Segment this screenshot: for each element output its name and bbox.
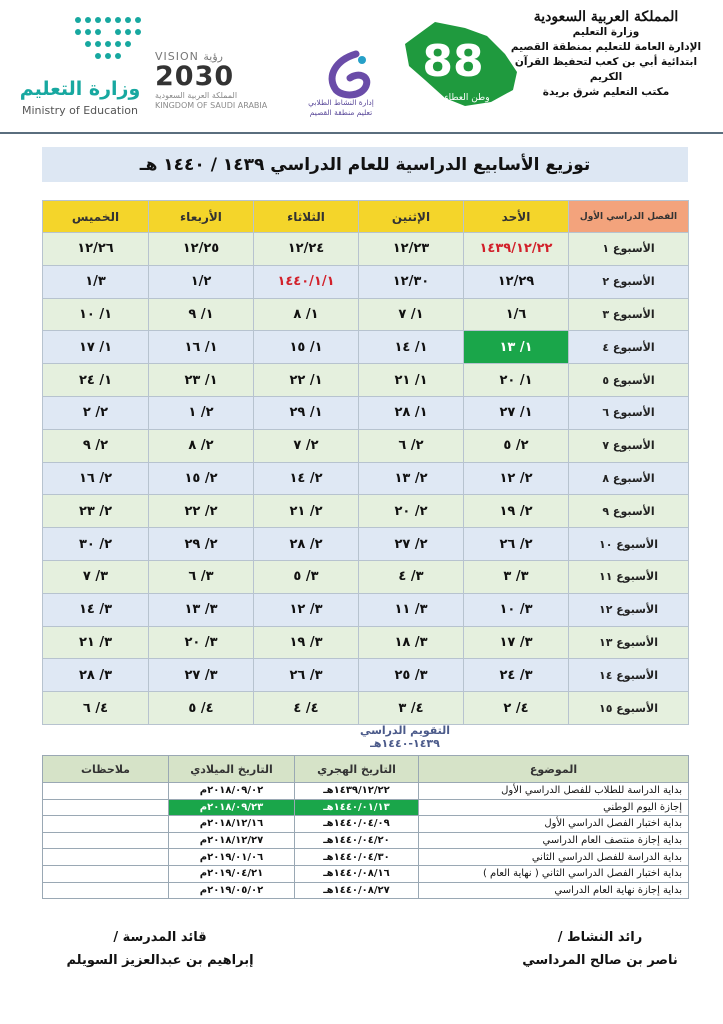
kingdom-name: المملكة العربية السعودية: [533, 9, 679, 25]
week-label: الأسبوع ٩: [569, 495, 689, 528]
activity-leader-signature: [500, 930, 700, 968]
day-header-sunday: الأحد: [464, 201, 569, 233]
events-table: [42, 755, 689, 899]
week-label: الأسبوع ١٤: [569, 659, 689, 692]
event-row: [43, 865, 689, 882]
date-cell: ٢/ ٢٨: [254, 528, 359, 561]
date-cell: ٢/ ٣٠: [43, 528, 149, 561]
event-hijri-date: ١٤٤٠/٠٨/٢٧هـ: [295, 882, 419, 899]
event-notes: [43, 816, 169, 833]
event-row: [43, 816, 689, 833]
event-gregorian-date: ٢٠١٩/٠١/٠٦م: [169, 849, 295, 866]
event-topic: بداية اختبار الفصل الدراسي الأول: [419, 816, 689, 833]
moe-english-name: Ministry of Education: [21, 104, 138, 117]
week-label: الأسبوع ١٠: [569, 528, 689, 561]
event-gregorian-date: ٢٠١٩/٠٤/٢١م: [169, 865, 295, 882]
event-notes: [43, 849, 169, 866]
day-header-monday: الإثنين: [359, 201, 464, 233]
day-header-wednesday: الأربعاء: [149, 201, 254, 233]
week-row: [43, 331, 689, 364]
date-cell: ٣/ ١٢: [254, 593, 359, 626]
event-hijri-date: ١٤٤٠/٠٨/١٦هـ: [295, 865, 419, 882]
event-topic: إجازة اليوم الوطني: [419, 799, 689, 816]
date-cell: ٣/ ٦: [149, 560, 254, 593]
date-cell: ٢/ ٢٣: [43, 495, 149, 528]
event-notes: [43, 783, 169, 800]
week-row: [43, 626, 689, 659]
events-header-hijri: التاريخ الهجري: [295, 756, 419, 783]
day-header-tuesday: الثلاثاء: [254, 201, 359, 233]
date-cell: ١/ ٢٤: [43, 364, 149, 397]
date-cell: ٣/ ٢٤: [464, 659, 569, 692]
week-row: [43, 593, 689, 626]
date-cell: ٣/ ٧: [43, 560, 149, 593]
events-body: [43, 783, 689, 899]
activity-swirl-icon: [296, 50, 386, 100]
weeks-body: [43, 233, 689, 725]
date-cell: ١٤٣٩/١٢/٢٢: [464, 233, 569, 266]
date-cell: ١/ ١٣: [464, 331, 569, 364]
event-row: [43, 783, 689, 800]
date-cell: ٣/ ٢٧: [149, 659, 254, 692]
student-activity-logo: [296, 50, 386, 126]
semester-header: الفصل الدراسي الأول: [569, 201, 689, 233]
date-cell: ٢/ ٩: [43, 429, 149, 462]
date-cell: ١/ ٢١: [359, 364, 464, 397]
date-cell: ١/ ٢٨: [359, 396, 464, 429]
date-cell: ٣/ ٢٨: [43, 659, 149, 692]
office-name: مكتب التعليم شرق بريدة: [542, 86, 670, 98]
week-label: الأسبوع ٢: [569, 265, 689, 298]
week-label: الأسبوع ٨: [569, 462, 689, 495]
week-row: [43, 659, 689, 692]
date-cell: ٢/ ٥: [464, 429, 569, 462]
date-cell: ٢/ ٢٠: [359, 495, 464, 528]
activity-leader-name: ناصر بن صالح المرداسي: [522, 953, 678, 968]
date-cell: ٣/ ٢٠: [149, 626, 254, 659]
date-cell: ٢/ ٢٦: [464, 528, 569, 561]
date-cell: ٣/ ٣: [464, 560, 569, 593]
date-cell: ١٢/٣٠: [359, 265, 464, 298]
event-row: [43, 849, 689, 866]
week-label: الأسبوع ١٢: [569, 593, 689, 626]
date-cell: ١/ ٢٠: [464, 364, 569, 397]
date-cell: ٢/ ٢٩: [149, 528, 254, 561]
admin-name: الإدارة العامة للتعليم بمنطقة القصيم: [510, 41, 702, 53]
week-label: الأسبوع ٤: [569, 331, 689, 364]
event-topic: بداية إجازة نهاية العام الدراسي: [419, 882, 689, 899]
date-cell: ٢/ ١٤: [254, 462, 359, 495]
date-cell: ٤/ ٣: [359, 692, 464, 725]
date-cell: ٢/ ١٥: [149, 462, 254, 495]
date-cell: ١٢/٢٦: [43, 233, 149, 266]
date-cell: ٢/ ٢٢: [149, 495, 254, 528]
event-notes: [43, 832, 169, 849]
date-cell: ١/ ١٥: [254, 331, 359, 364]
week-row: [43, 364, 689, 397]
week-row: [43, 560, 689, 593]
event-hijri-date: ١٤٤٠/٠٤/٠٩هـ: [295, 816, 419, 833]
events-header-notes: ملاحظات: [43, 756, 169, 783]
event-gregorian-date: ٢٠١٨/١٢/١٦م: [169, 816, 295, 833]
date-cell: ٢/ ١٩: [464, 495, 569, 528]
event-gregorian-date: ٢٠١٨/٠٩/٢٣م: [169, 799, 295, 816]
date-cell: ١/ ٢٩: [254, 396, 359, 429]
events-header-row: [43, 756, 689, 783]
date-cell: ١/ ٢٧: [464, 396, 569, 429]
date-cell: ٣/ ١١: [359, 593, 464, 626]
date-cell: ٢/ ١٢: [464, 462, 569, 495]
date-cell: ٣/ ١٤: [43, 593, 149, 626]
event-topic: بداية اختبار الفصل الدراسي الثاني ( نهاية العام ): [419, 865, 689, 882]
date-cell: ٣/ ٢٦: [254, 659, 359, 692]
ministry-header-text: [501, 10, 711, 100]
week-row: [43, 265, 689, 298]
moe-dots-icon: [72, 12, 148, 72]
date-cell: ٣/ ٢٥: [359, 659, 464, 692]
date-cell: ٢/ ١٦: [43, 462, 149, 495]
events-header-topic: الموضوع: [419, 756, 689, 783]
national-day-logo: [395, 14, 525, 114]
week-label: الأسبوع ١٣: [569, 626, 689, 659]
vision-year: 2030: [155, 61, 235, 92]
week-row: [43, 528, 689, 561]
week-label: الأسبوع ٧: [569, 429, 689, 462]
week-label: الأسبوع ٦: [569, 396, 689, 429]
event-gregorian-date: ٢٠١٨/٠٩/٠٢م: [169, 783, 295, 800]
page-title: توزيع الأسابيع الدراسية للعام الدراسي ١٤٣٩ / ١٤٤٠ هـ: [139, 154, 591, 175]
date-cell: ٣/ ١٨: [359, 626, 464, 659]
date-cell: ١/ ١٦: [149, 331, 254, 364]
date-cell: ٢/ ٨: [149, 429, 254, 462]
date-cell: ١٢/٢٥: [149, 233, 254, 266]
week-label: الأسبوع ٥: [569, 364, 689, 397]
activity-caption: إدارة النشاط الطلابي تعليم منطقة القصيم: [308, 98, 374, 117]
ministry-of-education-logo: [10, 12, 150, 122]
date-cell: ٢/ ٢١: [254, 495, 359, 528]
vision-2030-logo: VISION رؤية 2030 المملكة العربية السعودية KINGDOM OF SAUDI ARABIA: [155, 50, 285, 122]
date-cell: ١/ ٩: [149, 298, 254, 331]
event-hijri-date: ١٤٤٠/٠٤/٣٠هـ: [295, 849, 419, 866]
date-cell: ١٢/٢٩: [464, 265, 569, 298]
event-notes: [43, 799, 169, 816]
event-hijri-date: ١٤٣٩/١٢/٢٢هـ: [295, 783, 419, 800]
date-cell: ١٢/٢٣: [359, 233, 464, 266]
date-cell: ٢/ ١: [149, 396, 254, 429]
weeks-table: [42, 200, 689, 725]
page-header: [0, 0, 723, 134]
title-bar: [42, 147, 688, 182]
date-cell: ٣/ ٤: [359, 560, 464, 593]
principal-name: إبراهيم بن عبدالعزيز السويلم: [66, 953, 254, 968]
ministry-name: وزارة التعليم: [572, 26, 640, 38]
date-cell: ٢/ ١٣: [359, 462, 464, 495]
date-cell: ٢/ ٦: [359, 429, 464, 462]
school-name: ابتدائية أبي بن كعب لتحفيظ القرآن الكريم: [514, 56, 698, 83]
date-cell: ٤/ ٢: [464, 692, 569, 725]
week-label: الأسبوع ١١: [569, 560, 689, 593]
event-hijri-date: ١٤٤٠/٠١/١٣هـ: [295, 799, 419, 816]
event-gregorian-date: ٢٠١٩/٠٥/٠٢م: [169, 882, 295, 899]
week-label: الأسبوع ٣: [569, 298, 689, 331]
date-cell: ٤/ ٥: [149, 692, 254, 725]
event-row: [43, 882, 689, 899]
date-cell: ٣/ ١٩: [254, 626, 359, 659]
date-cell: ١/ ٨: [254, 298, 359, 331]
week-row: [43, 396, 689, 429]
moe-arabic-name: وزارة التعليم: [19, 78, 141, 100]
date-cell: ٢/ ٢٧: [359, 528, 464, 561]
week-row: [43, 233, 689, 266]
week-row: [43, 462, 689, 495]
principal-role: قائد المدرسة /: [113, 930, 207, 945]
date-cell: ١٤٤٠/١/١: [254, 265, 359, 298]
activity-leader-role: رائد النشاط /: [557, 930, 643, 945]
week-row: [43, 692, 689, 725]
svg-text:وطن العطاء: وطن العطاء: [444, 93, 490, 103]
date-cell: ١/ ١٤: [359, 331, 464, 364]
event-row: [43, 799, 689, 816]
weeks-header-row: [43, 201, 689, 233]
day-header-thursday: الخميس: [43, 201, 149, 233]
week-label: الأسبوع ١٥: [569, 692, 689, 725]
event-row: [43, 832, 689, 849]
event-topic: بداية إجازة منتصف العام الدراسي: [419, 832, 689, 849]
date-cell: ٣/ ١٠: [464, 593, 569, 626]
date-cell: ١/ ١٠: [43, 298, 149, 331]
date-cell: ١/ ٢٣: [149, 364, 254, 397]
svg-text:88: 88: [422, 36, 484, 87]
date-cell: ٤/ ٦: [43, 692, 149, 725]
date-cell: ١/ ١٧: [43, 331, 149, 364]
date-cell: ٣/ ٢١: [43, 626, 149, 659]
date-cell: ١/ ٢٢: [254, 364, 359, 397]
week-row: [43, 495, 689, 528]
date-cell: ٢/ ٢: [43, 396, 149, 429]
date-cell: ٣/ ٥: [254, 560, 359, 593]
date-cell: ٢/ ٧: [254, 429, 359, 462]
events-header-gregorian: التاريخ الميلادي: [169, 756, 295, 783]
week-label: الأسبوع ١: [569, 233, 689, 266]
date-cell: ٣/ ١٧: [464, 626, 569, 659]
date-cell: ١٢/٢٤: [254, 233, 359, 266]
date-cell: ٤/ ٤: [254, 692, 359, 725]
calendar-caption: التقويم الدراسي ١٤٣٩-١٤٤٠هـ: [359, 724, 451, 750]
date-cell: ١/٢: [149, 265, 254, 298]
event-gregorian-date: ٢٠١٨/١٢/٢٧م: [169, 832, 295, 849]
saudi-map-icon: [395, 14, 525, 114]
event-hijri-date: ١٤٤٠/٠٤/٢٠هـ: [295, 832, 419, 849]
date-cell: ١/٦: [464, 298, 569, 331]
event-notes: [43, 882, 169, 899]
principal-signature: [60, 930, 260, 968]
week-row: [43, 298, 689, 331]
event-topic: بداية الدراسة للطلاب للفصل الدراسي الأول: [419, 783, 689, 800]
event-topic: بداية الدراسة للفصل الدراسي الثاني: [419, 849, 689, 866]
date-cell: ١/٣: [43, 265, 149, 298]
date-cell: ٣/ ١٣: [149, 593, 254, 626]
date-cell: ١/ ٧: [359, 298, 464, 331]
event-notes: [43, 865, 169, 882]
week-row: [43, 429, 689, 462]
